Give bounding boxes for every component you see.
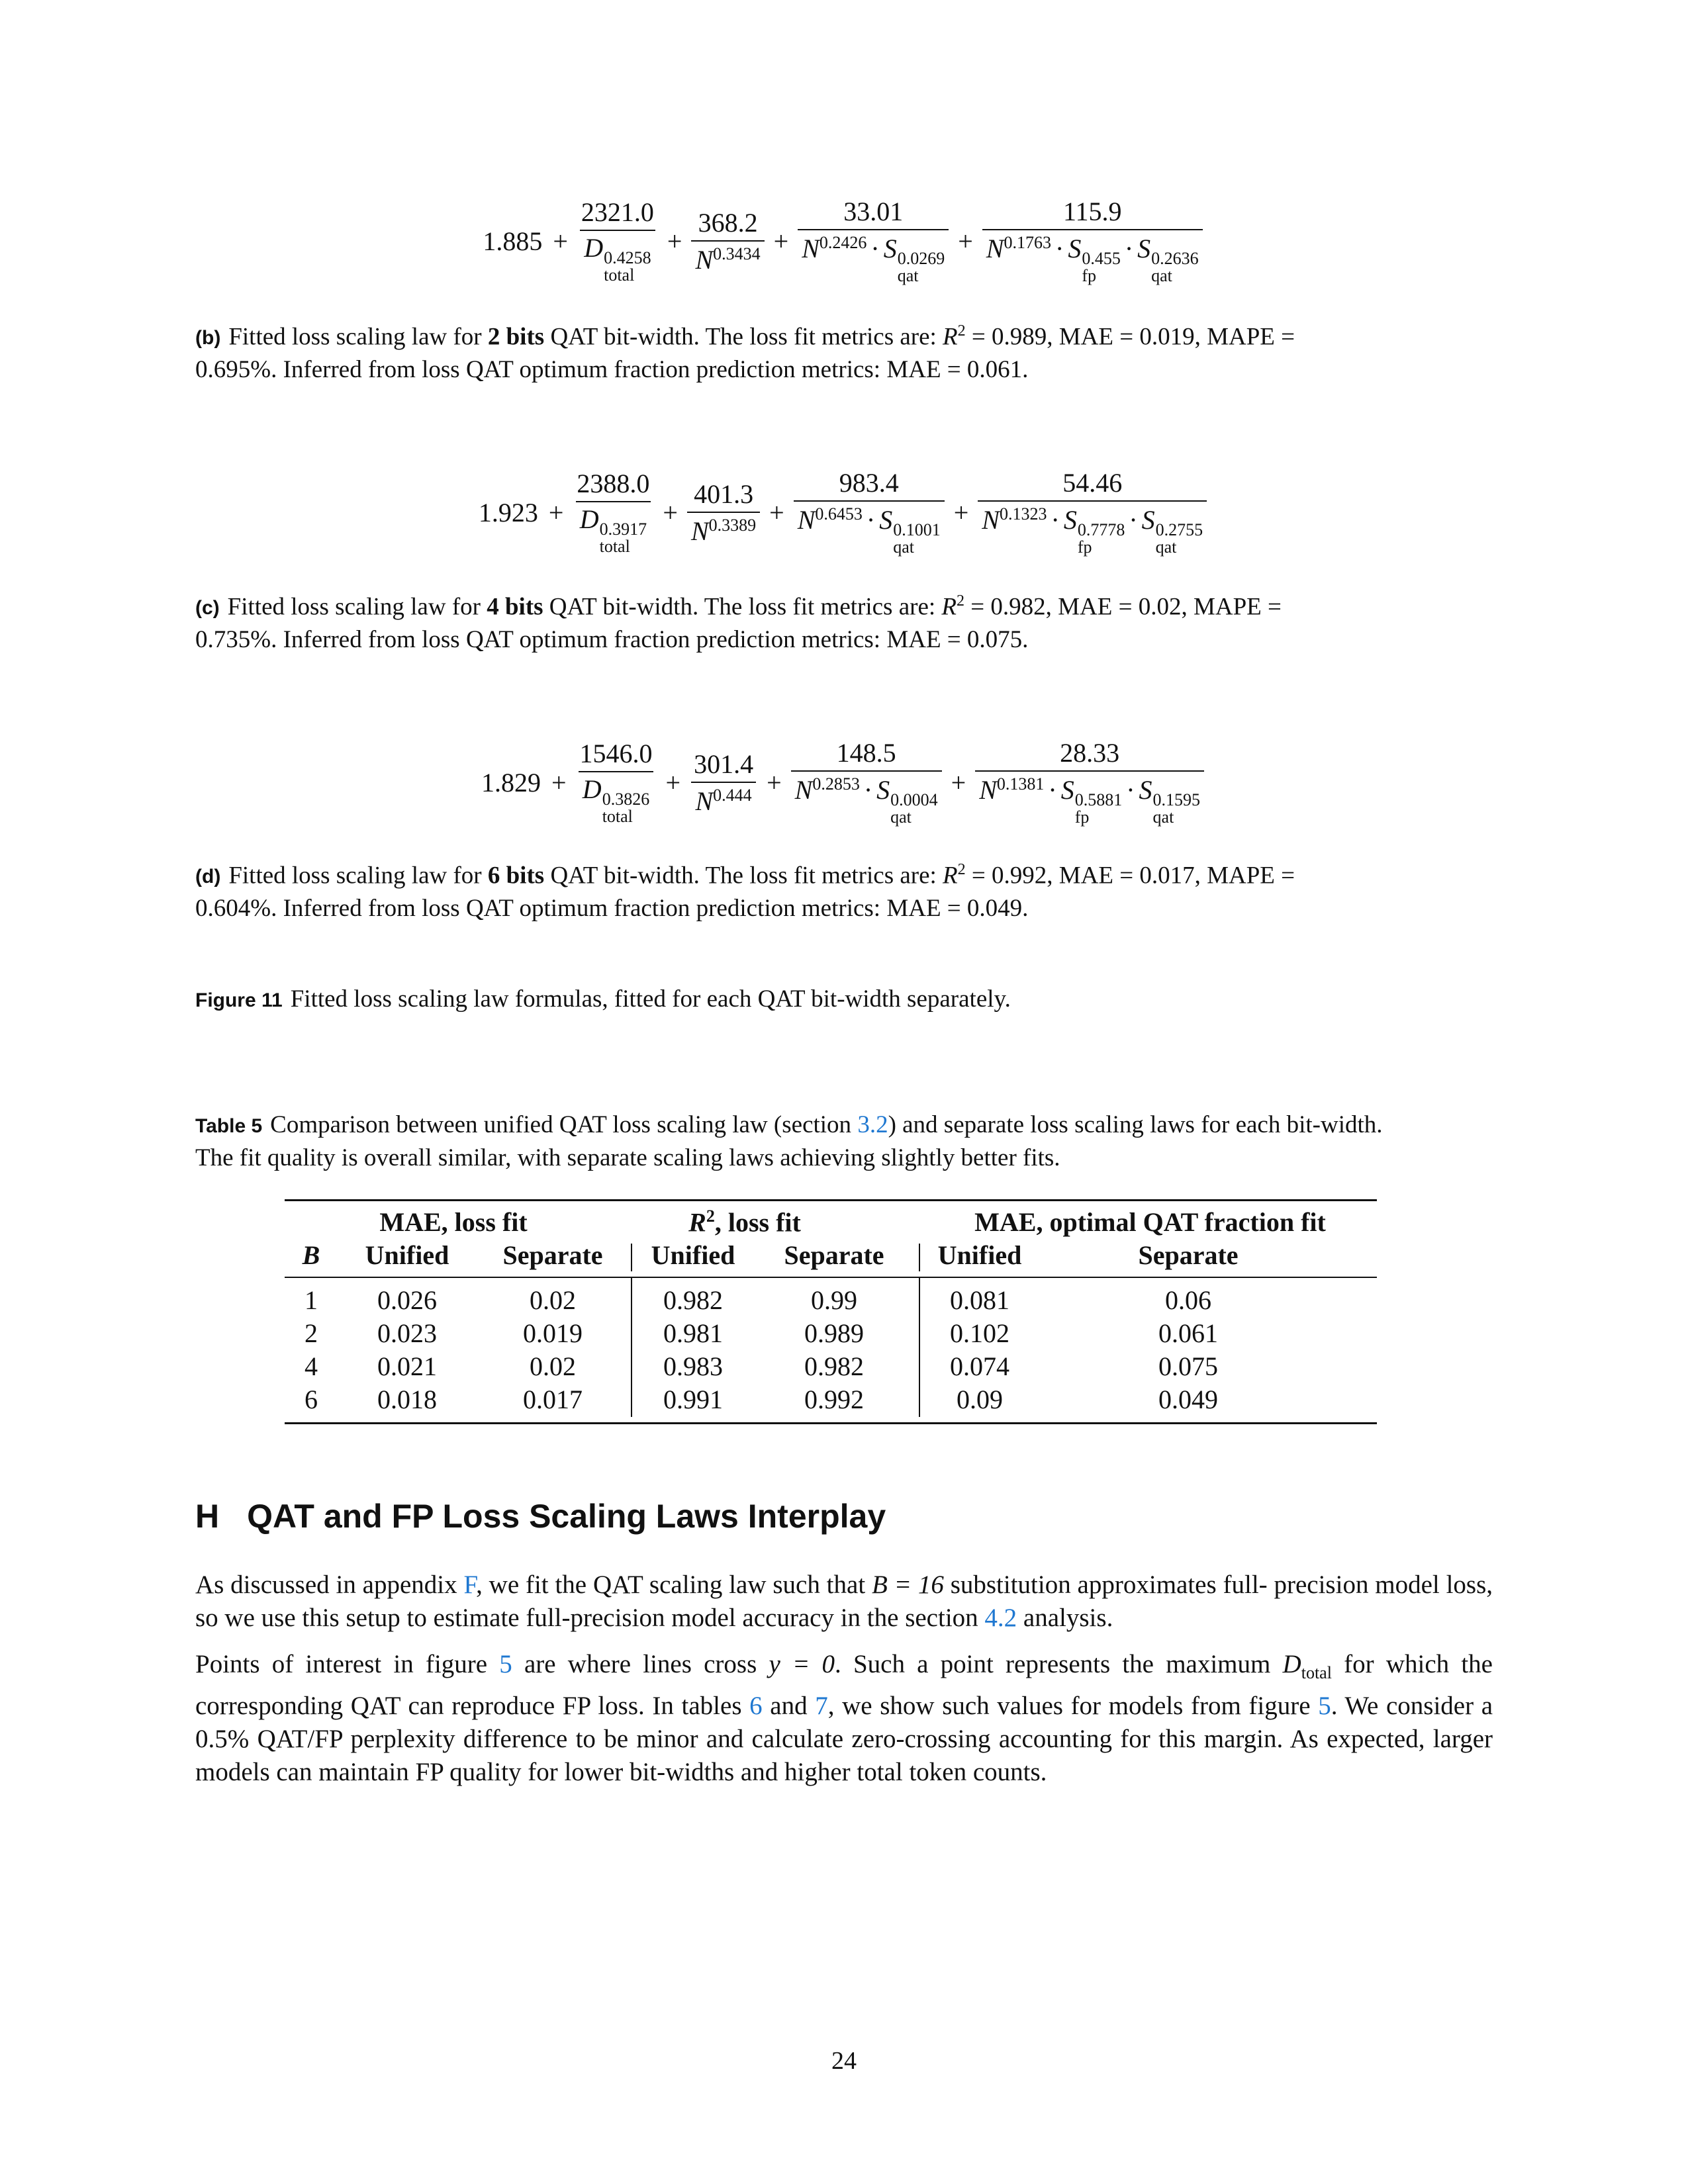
plus-sign: + (951, 768, 966, 797)
figure-label: Figure 11 (195, 989, 283, 1011)
cell-b: 1 (305, 1285, 318, 1315)
term-fp-qat (975, 740, 1204, 826)
cell-r2-separate: 0.992 (804, 1385, 864, 1414)
symbol-n: N (794, 775, 813, 805)
subscript: total (604, 265, 635, 285)
subscript: qat (890, 807, 912, 827)
term-denominator (975, 770, 1204, 826)
caption-text: 0.735%. Inferred from loss QAT optimum fraction prediction metrics: MAE = 0.075. (195, 626, 1029, 654)
exponent: 0.1763 (1004, 233, 1051, 252)
caption-b: (b) Fitted loss scaling law for 2 bits QAT bit-width. The loss fit metrics are: $R^2 = 0.989$, MAE = 0.019, MAPE = 0.695%. Inferred from loss QAT optimum fraction prediction metrics: MAE = 0.061. (195, 322, 1295, 384)
caption-text: Fitted loss scaling law for (228, 323, 482, 351)
cdot: · (1048, 775, 1057, 805)
symbol-s: S (1063, 505, 1077, 535)
exponent: 0.2853 (812, 774, 860, 794)
cdot: · (863, 775, 873, 805)
plus-sign: + (551, 768, 567, 797)
cell-opt-separate: 0.061 (1158, 1318, 1218, 1348)
exponent: 0.444 (713, 786, 752, 805)
table-row (285, 1285, 1377, 1318)
text: precision model loss, so we use this setup to estimate full-precision model accuracy in the section (195, 1570, 1493, 1632)
cell-b: 6 (305, 1385, 318, 1414)
cell-mae-unified: 0.026 (377, 1285, 437, 1315)
plus-sign: + (548, 498, 564, 527)
exponent: 0.2636 (1151, 249, 1199, 268)
table-caption (195, 1109, 1493, 1174)
caption-label: (d) (195, 866, 221, 888)
caption-text: = 0.989, MAE = 0.019, MAPE = (971, 323, 1295, 351)
figure-caption-text: Fitted loss scaling law formulas, fitted for each QAT bit-width separately. (290, 985, 1011, 1013)
figure-link[interactable]: 5 (1318, 1691, 1331, 1720)
symbol-n: N (695, 245, 714, 275)
paragraph-1 (195, 1569, 1493, 1635)
caption-text: Fitted loss scaling law for (228, 862, 482, 889)
symbol-s: S (876, 775, 890, 805)
caption-text: = 0.992, MAE = 0.017, MAPE = (971, 862, 1295, 889)
term-qat (791, 740, 942, 826)
symbol-s: S (1068, 234, 1082, 263)
symbol-n: N (690, 516, 709, 546)
cell-opt-unified: 0.081 (950, 1285, 1009, 1315)
cell-opt-separate: 0.06 (1165, 1285, 1211, 1315)
term-denominator (580, 230, 655, 284)
math-symbol: D (1282, 1650, 1301, 1678)
cell-opt-unified: 0.074 (950, 1351, 1009, 1381)
caption-text: QAT bit-width. The loss fit metrics are: (550, 862, 937, 889)
table-link[interactable]: 6 (749, 1691, 763, 1720)
term-denominator (978, 500, 1207, 556)
formula-constant: 1.829 (481, 768, 541, 797)
exponent: 0.4258 (604, 248, 651, 267)
cell-mae-unified: 0.018 (377, 1385, 437, 1414)
table-row (285, 1318, 1377, 1351)
symbol-s: S (879, 505, 893, 535)
caption-c: (c) Fitted loss scaling law for 4 bits QAT bit-width. The loss fit metrics are: $R^2 = 0.982$, MAE = 0.02, MAPE = 0.735%. Inferred from loss QAT optimum fraction prediction metrics: MAE = 0.075. (195, 592, 1282, 654)
symbol-n: N (986, 234, 1004, 263)
header-unified: Unified (937, 1240, 1022, 1270)
term-qat (794, 470, 945, 556)
exponent: 0.1381 (996, 774, 1045, 794)
text: As discussed in appendix (195, 1570, 457, 1599)
section-link[interactable]: 3.2 (857, 1111, 888, 1138)
text: , we fit the QAT scaling law such that (476, 1570, 866, 1599)
formula-6bits (0, 740, 1688, 826)
cell-mae-unified: 0.023 (377, 1318, 437, 1348)
col-divider (919, 1244, 920, 1271)
symbol-n: N (695, 786, 714, 816)
term-numerator: 2321.0 (581, 197, 654, 227)
text: for (1344, 1650, 1374, 1678)
subscript: fp (1077, 537, 1092, 557)
term-data (573, 471, 653, 555)
exp-stack (602, 791, 650, 825)
subscript: qat (1152, 807, 1174, 827)
r2-symbol: R (943, 862, 958, 889)
caption-text: = 0.982, MAE = 0.02, MAPE = (970, 593, 1282, 621)
section-title: QAT and FP Loss Scaling Laws Interplay (247, 1498, 886, 1535)
header-separate: Separate (502, 1240, 603, 1270)
header-unified: Unified (365, 1240, 449, 1270)
term-numerator: 115.9 (1062, 197, 1122, 226)
cell-r2-unified: 0.982 (663, 1285, 723, 1315)
table-caption-text: Comparison between unified QAT loss scaling law (section (270, 1111, 852, 1138)
cell-mae-separate: 0.02 (530, 1285, 576, 1315)
symbol-s: S (1139, 775, 1152, 805)
exp-stack (898, 250, 945, 285)
formula-constant: 1.885 (483, 226, 543, 256)
symbol-n: N (802, 234, 820, 263)
exponent: 0.3917 (599, 520, 647, 539)
text: analysis. (1023, 1604, 1113, 1632)
cdot: · (1129, 505, 1138, 535)
exponent: 0.3389 (708, 516, 757, 535)
symbol-n: N (797, 505, 816, 535)
term-numerator: 148.5 (836, 738, 896, 768)
term-numerator: 983.4 (839, 468, 899, 498)
section-number: H (195, 1498, 220, 1535)
term-params (690, 751, 757, 815)
term-data (576, 741, 657, 825)
exp-stack (604, 250, 651, 284)
term-numerator: 1546.0 (579, 739, 653, 768)
caption-bits: 2 bits (487, 323, 545, 351)
symbol-s: S (1137, 234, 1151, 263)
cell-r2-unified: 0.983 (663, 1351, 723, 1381)
comparison-table (285, 1199, 1377, 1424)
table-link[interactable]: 7 (815, 1691, 828, 1720)
caption-text: Fitted loss scaling law for (227, 593, 481, 621)
table-group-header-row (285, 1206, 1377, 1240)
cell-mae-separate: 0.02 (530, 1351, 576, 1381)
symbol-n: N (979, 775, 997, 805)
exp-stack (1078, 522, 1125, 556)
cell-mae-unified: 0.021 (377, 1351, 437, 1381)
term-fp-qat (978, 470, 1207, 556)
exponent: 0.0004 (890, 790, 938, 809)
symbol-n: N (982, 505, 1000, 535)
exp-stack (1082, 250, 1121, 285)
term-numerator: 301.4 (694, 749, 754, 779)
exponent: 0.3826 (602, 790, 650, 809)
figure-link[interactable]: 5 (499, 1650, 512, 1678)
table-row (285, 1351, 1377, 1384)
col-divider (631, 1244, 632, 1271)
table-caption-text: The fit quality is overall similar, with separate scaling laws achieving slightly better fits. (195, 1144, 1060, 1171)
term-denominator (687, 512, 760, 545)
cell-r2-separate: 0.989 (804, 1318, 864, 1348)
header-mae: MAE, loss fit (379, 1207, 528, 1237)
term-numerator: 33.01 (843, 197, 904, 226)
exp-stack (600, 521, 647, 555)
term-qat (798, 199, 949, 285)
cell-r2-separate: 0.99 (811, 1285, 857, 1315)
text: higher total token counts. (784, 1757, 1047, 1786)
cdot: · (1051, 505, 1060, 535)
exponent: 0.455 (1082, 249, 1121, 268)
cell-b: 2 (305, 1318, 318, 1348)
exponent: 0.1323 (999, 504, 1047, 523)
page-number: 24 (831, 2047, 857, 2075)
symbol-d: D (582, 774, 602, 804)
term-data (577, 199, 658, 284)
plus-sign: + (663, 498, 678, 527)
exponent: 0.6453 (815, 504, 863, 523)
caption-text: QAT bit-width. The loss fit metrics are: (549, 593, 936, 621)
table-top-rule (285, 1199, 1377, 1201)
header-b: B (302, 1240, 320, 1270)
subscript: fp (1074, 807, 1090, 827)
text: substitution approximates full- (950, 1570, 1268, 1599)
subscript: qat (1151, 266, 1172, 285)
exp-stack (1075, 792, 1123, 826)
plus-sign: + (767, 768, 782, 797)
term-numerator: 28.33 (1060, 738, 1120, 768)
cell-r2-separate: 0.982 (804, 1351, 864, 1381)
term-denominator (794, 500, 945, 556)
symbol-d: D (579, 504, 599, 534)
exp-stack (1153, 792, 1201, 826)
cell-r2-unified: 0.991 (663, 1385, 723, 1414)
table-body (285, 1278, 1377, 1417)
exp-stack (893, 522, 941, 556)
term-params (691, 210, 764, 273)
plus-sign: + (953, 498, 969, 527)
term-numerator: 54.46 (1062, 468, 1123, 498)
term-denominator (982, 229, 1203, 285)
cdot: · (1055, 234, 1064, 263)
math-subscript: total (1301, 1662, 1332, 1682)
text: Points of interest in figure (195, 1650, 488, 1678)
exponent: 0.0269 (897, 249, 945, 268)
paragraph-2 (195, 1648, 1493, 1789)
exponent: 0.1001 (893, 520, 941, 539)
text: from figure (1190, 1691, 1311, 1720)
text: , we show such values for models (827, 1691, 1184, 1720)
term-denominator (791, 770, 942, 826)
cdot: · (1124, 234, 1134, 263)
text: which the corresponding QAT can reproduce FP loss. In tables (195, 1650, 1493, 1720)
exp-stack (1151, 250, 1199, 285)
term-numerator: 2388.0 (577, 469, 650, 498)
term-fp-qat (982, 199, 1203, 285)
text: . Such a point represents the maximum (835, 1650, 1271, 1678)
caption-bits: 6 bits (487, 862, 545, 889)
math-inline: y = 0 (769, 1650, 835, 1678)
subscript: fp (1082, 266, 1096, 285)
math-inline: B = 16 (872, 1570, 944, 1599)
subscript: total (602, 807, 633, 826)
table-bottom-rule (285, 1422, 1377, 1424)
cell-b: 4 (305, 1351, 318, 1381)
cell-opt-separate: 0.049 (1158, 1385, 1218, 1414)
term-numerator: 401.3 (694, 479, 754, 509)
header-unified: Unified (651, 1240, 735, 1270)
text: and (770, 1691, 808, 1720)
text: are where lines cross (524, 1650, 757, 1678)
term-denominator (691, 240, 764, 273)
plus-sign: + (553, 226, 568, 256)
caption-d: (d) Fitted loss scaling law for 6 bits QAT bit-width. The loss fit metrics are: $R^2 = 0.992$, MAE = 0.017, MAPE = 0.604%. Inferred from loss QAT optimum fraction prediction metrics: MAE = 0.049. (195, 861, 1295, 923)
appendix-link[interactable]: F (463, 1570, 477, 1599)
cell-opt-unified: 0.102 (950, 1318, 1009, 1348)
table-caption-text: ) and separate loss scaling laws for each bit-width. (888, 1111, 1383, 1138)
exponent: 0.2755 (1155, 520, 1203, 539)
exponent: 0.5881 (1074, 790, 1123, 809)
symbol-s: S (1141, 505, 1155, 535)
exponent: 0.2426 (819, 233, 867, 252)
symbol-s: S (1060, 775, 1074, 805)
term-denominator (576, 501, 651, 555)
cell-opt-unified: 0.09 (957, 1385, 1003, 1414)
table-label: Table 5 (195, 1115, 263, 1137)
cdot: · (870, 234, 880, 263)
text: . We consider a 0.5% QAT/FP perplexity difference to be minor and calculate zero-crossing (195, 1691, 1493, 1753)
subscript: qat (893, 537, 914, 557)
cdot: · (1126, 775, 1135, 805)
section-link[interactable]: 4.2 (984, 1604, 1017, 1632)
text: accounting for this margin. As expected, larger models can maintain FP quality for lower bit-widths and (195, 1724, 1493, 1786)
subscript: qat (897, 266, 919, 285)
plus-sign: + (667, 226, 682, 256)
header-optimal: MAE, optimal QAT fraction fit (974, 1207, 1326, 1237)
term-denominator (691, 782, 755, 815)
caption-text: QAT bit-width. The loss fit metrics are: (550, 323, 937, 351)
plus-sign: + (665, 768, 681, 797)
caption-label: (b) (195, 327, 221, 349)
r2-symbol: R (943, 323, 958, 351)
r2-symbol: R (941, 593, 957, 621)
table-row (285, 1384, 1377, 1417)
cdot: · (866, 505, 876, 535)
exp-stack (890, 792, 938, 826)
symbol-d: D (584, 233, 604, 263)
cell-opt-separate: 0.075 (1158, 1351, 1218, 1381)
term-params (687, 481, 760, 545)
plus-sign: + (773, 226, 789, 256)
cell-r2-unified: 0.981 (663, 1318, 723, 1348)
subscript: qat (1155, 537, 1177, 557)
table-sub-header-row (285, 1240, 1377, 1273)
term-numerator: 368.2 (698, 208, 758, 238)
formula-constant: 1.923 (478, 498, 538, 527)
exponent: 0.3434 (713, 244, 761, 263)
r2-symbol: R (688, 1207, 706, 1238)
term-denominator (579, 771, 653, 825)
term-denominator (798, 229, 949, 285)
exp-stack (1156, 522, 1203, 556)
cell-mae-separate: 0.017 (523, 1385, 583, 1414)
symbol-s: S (883, 234, 897, 263)
header-separate: Separate (1138, 1240, 1239, 1270)
figure-caption (195, 983, 1493, 1017)
r2-exponent: 2 (706, 1206, 715, 1226)
cell-mae-separate: 0.019 (523, 1318, 583, 1348)
header-r2 (635, 1206, 854, 1238)
section-heading (195, 1497, 886, 1535)
caption-label: (c) (195, 597, 220, 619)
caption-text: 0.695%. Inferred from loss QAT optimum fraction prediction metrics: MAE = 0.061. (195, 356, 1029, 384)
caption-bits: 4 bits (487, 593, 543, 621)
header-separate: Separate (784, 1240, 884, 1270)
header-r2-text: , loss fit (714, 1207, 801, 1238)
formula-4bits (0, 470, 1688, 556)
subscript: total (599, 537, 630, 556)
formula-2bits (0, 199, 1688, 285)
exponent: 0.1595 (1152, 790, 1201, 809)
caption-text: 0.604%. Inferred from loss QAT optimum fraction prediction metrics: MAE = 0.049. (195, 895, 1029, 923)
plus-sign: + (769, 498, 784, 527)
exponent: 0.7778 (1077, 520, 1125, 539)
plus-sign: + (958, 226, 973, 256)
